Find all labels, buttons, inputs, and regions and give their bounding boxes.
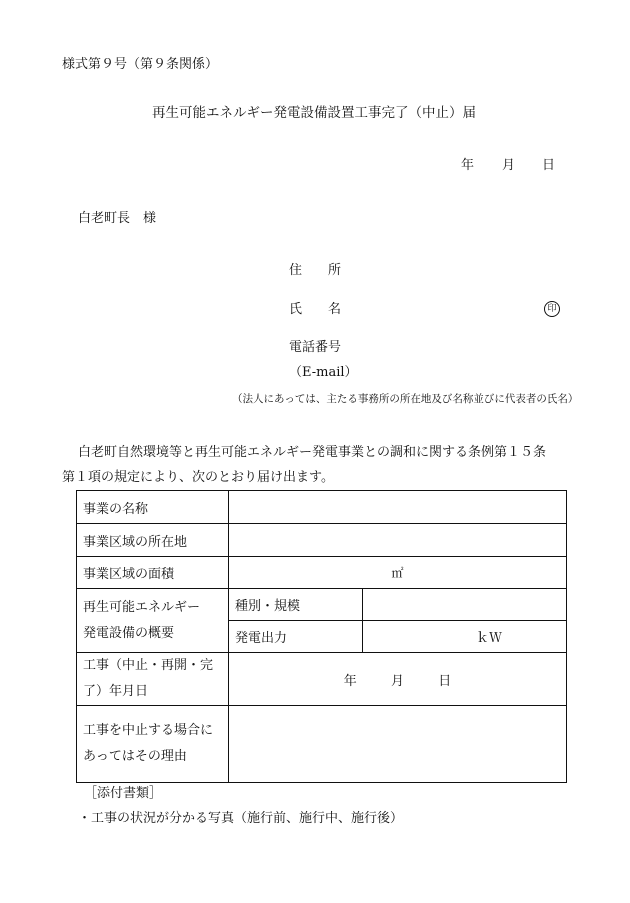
email-label: （E-mail） [289, 365, 358, 380]
notification-table [76, 490, 567, 783]
work-date-year: 年 [343, 673, 357, 689]
table-row [77, 653, 567, 706]
name-label: 氏 名 [289, 302, 342, 317]
table-row [77, 589, 567, 621]
type-scale-label: 種別・規模 [229, 589, 363, 621]
form-title: 再生可能エネルギー発電設備設置工事完了（中止）届 [152, 105, 476, 121]
work-date-label [77, 653, 229, 706]
area-unit: ㎡ [391, 566, 404, 580]
addressee: 白老町長 様 [78, 211, 157, 226]
project-location-value[interactable] [229, 524, 567, 557]
date-month-label: 月 [502, 158, 516, 173]
project-area-label: 事業区域の面積 [77, 557, 229, 589]
suspension-reason-value[interactable] [229, 706, 567, 783]
address-label: 住 所 [289, 263, 342, 278]
project-name-value[interactable] [229, 491, 567, 524]
work-date-day: 日 [438, 673, 452, 689]
body-line-2: 第１項の規定により、次のとおり届け出ます。 [62, 470, 334, 485]
facility-overview-label [77, 589, 229, 653]
project-name-label: 事業の名称 [77, 491, 229, 524]
phone-label: 電話番号 [289, 340, 342, 355]
table-row [77, 706, 567, 783]
table-row [77, 491, 567, 524]
date-day-label: 日 [542, 158, 556, 173]
work-date-month: 月 [390, 673, 404, 689]
work-date-value[interactable] [229, 653, 567, 706]
attachments-heading: ［添付書類］ [84, 786, 163, 801]
form-number: 様式第９号（第９条関係） [62, 57, 219, 72]
output-unit: ｋＷ [475, 631, 502, 646]
work-date-line-1: 工事（中止・再開・完 [83, 658, 214, 673]
work-date-line-2: 了）年月日 [83, 684, 149, 699]
corporate-note: （法人にあっては、主たる事務所の所在地及び名称並びに代表者の氏名） [232, 393, 579, 405]
output-value[interactable] [363, 621, 567, 653]
table-row [77, 524, 567, 557]
date-year-label: 年 [461, 158, 475, 173]
facility-overview-line-2: 発電設備の概要 [83, 625, 175, 641]
project-location-label: 事業区域の所在地 [77, 524, 229, 557]
facility-overview-line-1: 再生可能エネルギー [83, 599, 201, 615]
type-scale-value[interactable] [363, 589, 567, 621]
project-area-value[interactable] [229, 557, 567, 589]
suspension-reason-label [77, 706, 229, 783]
body-line-1: 白老町自然環境等と再生可能エネルギー発電事業との調和に関する条例第１５条 [78, 445, 547, 460]
suspension-reason-line-2: あってはその理由 [83, 749, 187, 764]
attachment-item-1: ・工事の状況が分かる写真（施行前、施行中、施行後） [78, 811, 404, 826]
table-row [77, 557, 567, 589]
suspension-reason-line-1: 工事を中止する場合に [83, 723, 214, 738]
seal-mark: 印 [544, 301, 560, 317]
output-label: 発電出力 [229, 621, 363, 653]
